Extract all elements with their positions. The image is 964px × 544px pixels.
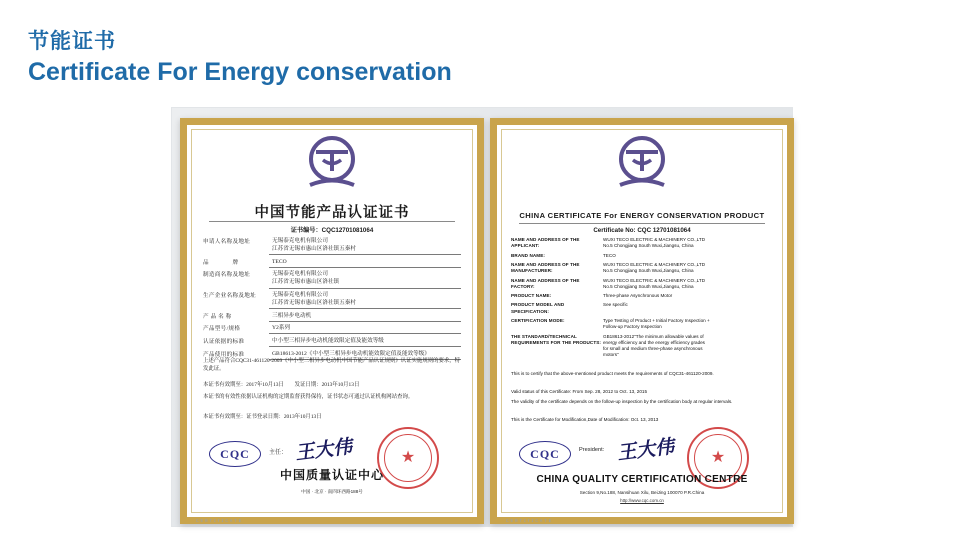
- certificate-title: 中国节能产品认证证书: [254, 205, 410, 221]
- field-row: [203, 324, 461, 334]
- page-title-en: Certificate For Energy conservation: [28, 58, 452, 87]
- certificate-paragraph: This is to certify that the above-mentioned product meets the requirements of CQC31-461120-2009.: [511, 371, 714, 376]
- field-label: BRAND NAME:: [511, 252, 546, 258]
- photo-edge-label-left: ᴄᴇʀᴛɪғɪᴄᴀᴛᴇ: [196, 518, 244, 524]
- certificates-photo: [172, 108, 792, 526]
- field-row: [511, 253, 773, 259]
- field-row: [203, 258, 461, 268]
- energy-saving-logo-icon: [612, 135, 672, 193]
- field-value: 无锡泰克电机有限公司 江苏省无锡市惠山区洛社镇五秦村: [269, 291, 461, 309]
- field-row: [203, 291, 461, 309]
- certificate-english: [490, 118, 794, 524]
- field-label: CERTIFICATION MODE:: [511, 318, 565, 323]
- field-value: WUXI TECO ELECTRIC & MACHINERY CO.,LTD No.5 Chongjiang South Wuxi,Jiangsu, China: [603, 261, 706, 274]
- page-title-cn: 节能证书: [28, 30, 116, 53]
- field-label: 制造商名称及地址: [203, 272, 251, 279]
- field-row: [511, 262, 773, 274]
- signature-block: [187, 425, 477, 495]
- field-value: 无锡泰克电机有限公司 江苏省无锡市惠山区洛社镇五秦村: [269, 237, 461, 255]
- certificate-footer-sub: Section 9,No.188, Nansihuan Xilu, BeiJing 100070 P.R.China: [579, 490, 705, 495]
- field-value: 中小型三相异步电动机能效限定值及能效等级: [269, 337, 461, 347]
- certificate-footer-sub: 中国 · 北京 · 南四环西路188号: [301, 489, 363, 494]
- divider: [209, 221, 455, 222]
- field-row: [203, 270, 461, 288]
- field-row: [203, 237, 461, 255]
- certificate-footer: CHINA QUALITY CERTIFICATION CENTRE: [536, 474, 748, 485]
- field-value: 三相异步电动机: [269, 312, 461, 322]
- field-value: See specific: [603, 302, 628, 308]
- official-seal: ★: [687, 427, 749, 489]
- field-label: NAME AND ADDRESS OF THE APPLICANT:: [511, 237, 580, 249]
- certificate-paragraph: This is the Certificate for Modification,Date of Modification: Oct. 13, 2013: [511, 417, 659, 422]
- field-label: 品 牌: [203, 259, 239, 266]
- field-label: 生产企业名称及地址: [203, 293, 257, 300]
- certificate-paragraph: 本证书的有效性依据认证机构的定期监督获得保持，证书状态可通过认证机构网站查询。: [203, 394, 414, 400]
- energy-saving-logo-icon: [302, 135, 362, 193]
- field-label: 产 品 名 称: [203, 313, 232, 320]
- field-row: [203, 312, 461, 322]
- certificate-fields: [511, 237, 773, 362]
- cqc-logo-icon: CQC: [209, 441, 261, 467]
- field-row: [511, 237, 773, 249]
- field-value: Three-phase Asynchronous Motor: [603, 293, 673, 299]
- field-value: 无锡泰克电机有限公司 江苏省无锡市惠山区洛社镇: [269, 270, 461, 288]
- field-label: 产品使用的标准: [203, 351, 245, 358]
- field-row: [511, 334, 773, 359]
- certificate-chinese: [180, 118, 484, 524]
- field-value: WUXI TECO ELECTRIC & MACHINERY CO.,LTD No.5 Chongjiang South Wuxi,Jiangsu, China: [603, 277, 706, 289]
- field-value: TECO: [269, 258, 461, 268]
- field-label: 产品型号/规格: [203, 326, 241, 333]
- certificate-paragraph: The validity of the certificate depends on the follow-up inspection by the certification body at regular intervals.: [511, 399, 733, 404]
- cqc-logo-icon: CQC: [519, 441, 571, 467]
- certificate-fields: [203, 237, 461, 362]
- field-row: [511, 318, 773, 330]
- field-row: [203, 337, 461, 347]
- field-label: NAME AND ADDRESS OF THE FACTORY:: [511, 277, 580, 289]
- certificate-no-label: Certificate No:: [593, 227, 636, 234]
- field-label: 申请人名称及地址: [203, 239, 251, 245]
- certificate-title: CHINA CERTIFICATE For ENERGY CONSERVATION PRODUCT: [519, 211, 765, 220]
- field-label: PRODUCT MODEL AND SPECIFICATION:: [511, 302, 565, 314]
- signature-handwriting: 王大伟: [294, 436, 354, 465]
- field-value: WUXI TECO ELECTRIC & MACHINERY CO.,LTD No.5 Chongjiang South Wuxi,Jiangsu, China: [603, 237, 706, 249]
- field-value: GB18613-2012《中小型三相异步电动机能效限定值及能效等级》: [269, 350, 461, 360]
- field-value: TECO: [603, 252, 616, 258]
- certificate-no-label: 证书编号：: [290, 227, 322, 234]
- certificate-footer-url: http://www.cqc.com.cn: [620, 498, 664, 503]
- field-label: 认证依据的标准: [203, 338, 245, 345]
- field-value: GB18613-2012"The minimum allowable values of energy efficiency and the energy efficiency grades for small and medium three-phase asynchronous motors": [603, 333, 705, 358]
- official-seal: ★: [377, 427, 439, 489]
- certificate-no: CQC 12701081064: [637, 227, 691, 234]
- signature-label: President:: [579, 447, 605, 453]
- certificate-no: CQC12701081064: [321, 227, 374, 234]
- certificate-footer: 中国质量认证中心: [279, 468, 384, 482]
- field-label: PRODUCT NAME:: [511, 293, 552, 299]
- certificate-paragraph: 本证书有效期至：证书登录日期：2013年10月13日: [203, 414, 322, 420]
- field-label: NAME AND ADDRESS OF THE MANUFACTURER:: [511, 261, 580, 274]
- divider: [519, 223, 765, 224]
- field-row: [511, 302, 773, 314]
- field-value: Y2系列: [269, 324, 461, 334]
- field-row: [511, 293, 773, 299]
- signature-label: 主任：: [269, 450, 288, 456]
- photo-edge-label-right: ᴄᴇʀᴛɪғɪᴄᴀᴛᴇ: [506, 518, 554, 524]
- certificate-paragraph: 本证书有效期至：2017年10月13日 发证日期：2013年10月13日: [203, 382, 360, 388]
- page-title: [28, 28, 452, 89]
- certificate-paragraph: 上述产品符合CQC31-461120-2009《中小型三相异步电动机中国节能产品认证规则》认证实施规则的要求，特发此证。: [203, 358, 461, 373]
- field-value: Type Testing of Product + Initial Factory Inspection + Follow-up Factory Inspection: [603, 318, 710, 330]
- field-label: THE STANDARD/TECHNICAL REQUIREMENTS FOR THE PRODUCTS:: [511, 333, 602, 345]
- field-row: [511, 278, 773, 290]
- signature-handwriting: 王大伟: [616, 436, 676, 465]
- certificate-paragraph: Valid status of this Certificate: From Sep. 28, 2012 to Oct. 13, 2015: [511, 389, 648, 394]
